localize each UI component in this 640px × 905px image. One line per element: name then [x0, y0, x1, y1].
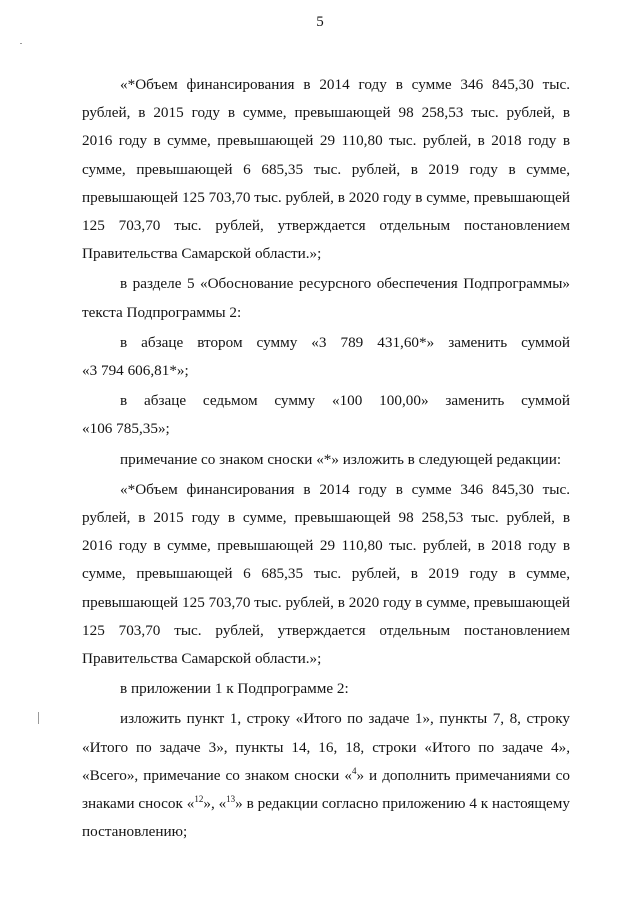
text-line: Правительства Самарской области.»;	[82, 245, 322, 263]
text-line: 125 703,70 тыс. рублей, утверждается отдельным постановлением	[82, 217, 570, 235]
text-line: изложить пункт 1, строку «Итого по задаче 1», пункты 7, 8, строку	[120, 710, 570, 728]
text-line: «*Объем финансирования в 2014 году в сумме 346 845,30 тыс.	[120, 76, 570, 93]
text-line: примечание со знаком сноски «*» изложить в следующей редакции:	[120, 450, 562, 468]
text-line: превышающей 125 703,70 тыс. рублей, в 2020 году в сумме, превышающей	[82, 593, 570, 611]
footnote-mark: 12	[194, 794, 204, 805]
text-fragment: » и дополнить примечаниями со	[356, 766, 570, 784]
scan-mark-left	[38, 712, 39, 724]
paragraph-second-indent	[82, 329, 570, 385]
document-body	[82, 71, 570, 846]
text-line: «106 785,35»;	[82, 420, 170, 438]
paragraph-financing-note-new	[82, 476, 570, 673]
text-line: рублей, в 2015 году в сумме, превышающей 98 258,53 тыс. рублей, в	[82, 509, 570, 527]
text-fragment: «Всего», примечание со знаком сноски «	[82, 766, 352, 784]
text-line: 2016 году в сумме, превышающей 29 110,80 тыс. рублей, в 2018 году в	[82, 132, 570, 150]
paragraph-appendix-1	[82, 675, 570, 703]
text-line: в абзаце втором сумму «3 789 431,60*» заменить суммой	[120, 333, 570, 351]
text-line: в приложении 1 к Подпрограмме 2:	[120, 680, 349, 698]
footnote-mark: 4	[351, 765, 357, 776]
text-fragment: знаками сносок «	[82, 795, 195, 813]
text-line	[82, 790, 570, 818]
text-line: текста Подпрограммы 2:	[82, 303, 242, 321]
text-line: в абзаце седьмом сумму «100 100,00» заменить суммой	[120, 392, 570, 410]
text-line	[82, 762, 570, 790]
text-fragment: », «	[203, 795, 227, 813]
text-line: сумме, превышающей 6 685,35 тыс. рублей, в 2019 году в сумме,	[82, 160, 570, 178]
paragraph-section-5	[82, 270, 570, 326]
paragraph-amendments	[82, 705, 570, 846]
text-line: 125 703,70 тыс. рублей, утверждается отдельным постановлением	[82, 621, 570, 639]
page-number: 5	[316, 14, 324, 30]
text-line: «3 794 606,81*»;	[82, 362, 189, 380]
text-line: сумме, превышающей 6 685,35 тыс. рублей, в 2019 году в сумме,	[82, 565, 570, 583]
text-line: Правительства Самарской области.»;	[82, 650, 322, 668]
text-line: «*Объем финансирования в 2014 году в сумме 346 845,30 тыс.	[120, 480, 570, 498]
paragraph-footnote-note	[82, 446, 570, 474]
text-line: «Итого по задаче 3», пункты 14, 16, 18, строки «Итого по задаче 4»,	[82, 738, 570, 756]
scan-mark-dot	[20, 43, 22, 44]
text-fragment: » в редакции согласно приложению 4 к настоящему	[235, 795, 570, 813]
footnote-mark: 13	[226, 794, 236, 805]
text-line: рублей, в 2015 году в сумме, превышающей 98 258,53 тыс. рублей, в	[82, 104, 570, 122]
paragraph-seventh-indent	[82, 387, 570, 443]
text-line: постановлению;	[82, 823, 188, 841]
text-line: в разделе 5 «Обоснование ресурсного обеспечения Подпрограммы»	[120, 275, 570, 293]
text-line: превышающей 125 703,70 тыс. рублей, в 2020 году в сумме, превышающей	[82, 188, 570, 206]
paragraph-financing-note-old	[82, 71, 570, 268]
text-line: 2016 году в сумме, превышающей 29 110,80 тыс. рублей, в 2018 году в	[82, 537, 570, 555]
